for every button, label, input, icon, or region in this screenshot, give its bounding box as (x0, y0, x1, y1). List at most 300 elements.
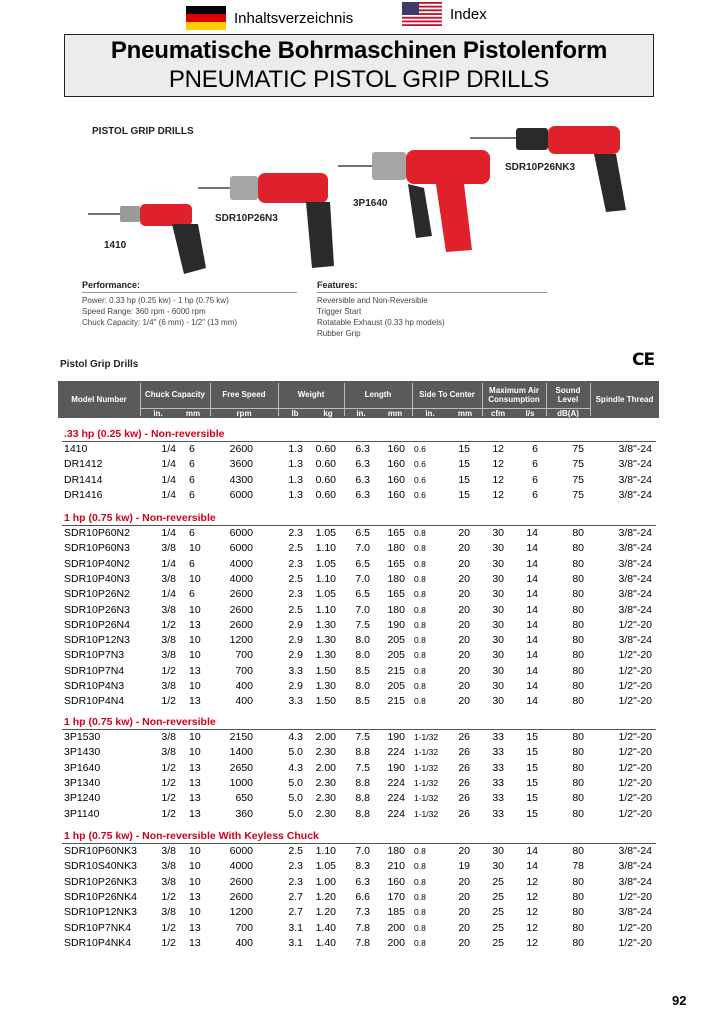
table-cell: 15 (458, 473, 470, 486)
table-cell: 80 (572, 921, 584, 934)
model-number-cell: SDR10P7N3 (64, 649, 125, 662)
table-cell: 2.9 (288, 618, 303, 631)
table-cell: 26 (458, 776, 470, 789)
table-cell: 33 (492, 731, 504, 743)
table-cell: 700 (235, 664, 253, 677)
table-cell: 6 (189, 527, 195, 539)
table-cell: 13 (189, 695, 201, 708)
table-cell: 80 (572, 807, 584, 820)
toc-link-label[interactable]: Inhaltsverzeichnis (234, 9, 354, 27)
model-number-cell: SDR10P26NK4 (64, 890, 137, 903)
table-cell: 1-1/32 (414, 793, 439, 804)
table-cell: 1.3 (288, 473, 303, 486)
header-weight: Weight (297, 390, 325, 399)
table-cell: 2.9 (288, 634, 303, 647)
table-cell: 14 (526, 618, 538, 631)
table-cell: 33 (492, 792, 504, 805)
table-cell: 80 (572, 761, 584, 774)
table-cell: 1/4 (161, 588, 176, 601)
table-cell: 8.5 (355, 664, 370, 677)
model-number-cell: 3P1430 (64, 746, 101, 759)
table-cell: 205 (387, 634, 405, 647)
table-cell: 26 (458, 761, 470, 774)
table-cell: 14 (526, 680, 538, 692)
table-cell: 190 (387, 731, 405, 743)
table-cell: 10 (189, 680, 201, 692)
table-cell: 1/2"-20 (618, 695, 652, 708)
model-number-cell: SDR10P26N3 (64, 603, 130, 616)
table-cell: 2.5 (288, 542, 303, 555)
table-cell: 10 (189, 860, 201, 873)
table-cell: 30 (492, 588, 504, 601)
table-cell: 700 (235, 921, 253, 934)
table-cell: 6 (189, 458, 195, 471)
table-cell: 6.3 (355, 488, 370, 501)
table-cell: 1/2"-20 (618, 921, 652, 934)
table-row (0, 922, 724, 937)
table-cell: 1/2"-20 (618, 776, 652, 789)
table-cell: 15 (526, 792, 538, 805)
table-cell: 80 (572, 572, 584, 585)
table-cell: 3/8"-24 (618, 473, 652, 486)
table-cell: 4.3 (288, 761, 303, 774)
table-cell: 3.1 (288, 921, 303, 934)
header-divider (344, 383, 345, 416)
table-cell: 2.5 (288, 603, 303, 616)
table-cell: 2.3 (288, 860, 303, 873)
table-cell: 80 (572, 906, 584, 919)
table-row (0, 860, 724, 875)
table-cell: 0.8 (414, 528, 426, 538)
table-cell: 2.5 (288, 845, 303, 857)
table-cell: 1.20 (315, 890, 336, 903)
table-cell: 0.60 (315, 473, 336, 486)
table-cell: 6000 (229, 488, 253, 501)
header-divider (412, 383, 413, 416)
table-cell: 180 (387, 572, 405, 585)
table-cell: 2.5 (288, 572, 303, 585)
table-cell: 2.00 (315, 761, 336, 774)
table-cell: 80 (572, 746, 584, 759)
table-cell: 210 (387, 860, 405, 873)
table-cell: 12 (492, 443, 504, 455)
table-cell: 224 (387, 746, 405, 759)
header-length: Length (364, 390, 392, 399)
table-cell: 80 (572, 542, 584, 555)
table-cell: 80 (572, 890, 584, 903)
table-cell: 3.1 (288, 936, 303, 949)
table-row (0, 588, 724, 603)
table-cell: 1-1/32 (414, 762, 439, 773)
table-cell: 185 (387, 906, 405, 919)
table-cell: 30 (492, 618, 504, 631)
table-cell: 30 (492, 680, 504, 692)
table-cell: 0.6 (414, 444, 426, 454)
section-divider (62, 441, 656, 442)
table-cell: 1/2 (161, 936, 176, 949)
table-cell: 6.6 (355, 890, 370, 903)
table-cell: 4000 (229, 557, 253, 570)
table-cell: 80 (572, 731, 584, 743)
page-title-english: PNEUMATIC PISTOL GRIP DRILLS (168, 66, 550, 93)
table-cell: 1-1/32 (414, 747, 439, 758)
table-cell: 80 (572, 527, 584, 539)
table-cell: 6 (532, 473, 538, 486)
table-cell: 3/8"-24 (618, 875, 652, 888)
section-title: 1 hp (0.75 kw) - Non-reversible With Keyless Chuck (64, 830, 319, 842)
header-sub: mm (457, 409, 473, 418)
table-header (58, 381, 659, 418)
header-sound: Sound Level (555, 385, 581, 404)
table-cell: 3/8 (161, 603, 176, 616)
table-cell: 3/8 (161, 875, 176, 888)
table-cell: 1/2"-20 (618, 649, 652, 662)
table-cell: 12 (526, 890, 538, 903)
table-cell: 3/8"-24 (618, 488, 652, 501)
table-cell: 80 (572, 792, 584, 805)
table-cell: 1.3 (288, 443, 303, 455)
table-cell: 33 (492, 746, 504, 759)
header-sub: mm (185, 409, 201, 418)
table-cell: 7.0 (355, 603, 370, 616)
table-cell: 1.20 (315, 906, 336, 919)
table-cell: 190 (387, 618, 405, 631)
table-row (0, 474, 724, 489)
table-cell: 80 (572, 776, 584, 789)
table-cell: 0.60 (315, 488, 336, 501)
table-cell: 15 (526, 776, 538, 789)
table-cell: 20 (458, 695, 470, 708)
table-cell: 6 (532, 458, 538, 471)
table-cell: 13 (189, 936, 201, 949)
table-cell: 30 (492, 860, 504, 873)
us-flag-icon (402, 2, 442, 26)
table-cell: 1.40 (315, 936, 336, 949)
table-cell: 0.8 (414, 891, 426, 902)
table-cell: 6 (189, 488, 195, 501)
model-number-cell: DR1412 (64, 458, 103, 471)
photo-label-sdr10p26nk3: SDR10P26NK3 (505, 162, 576, 173)
table-cell: 0.8 (414, 573, 426, 584)
table-cell: 1.00 (315, 875, 336, 888)
table-cell: 13 (189, 618, 201, 631)
table-cell: 15 (458, 443, 470, 455)
table-cell: 1/2"-20 (618, 664, 652, 677)
table-cell: 1/2"-20 (618, 618, 652, 631)
table-cell: 15 (458, 488, 470, 501)
model-number-cell: SDR10P60N2 (64, 527, 130, 539)
table-cell: 30 (492, 649, 504, 662)
table-cell: 2650 (229, 761, 253, 774)
table-cell: 2.30 (315, 792, 336, 805)
features-line: Trigger Start (317, 307, 362, 316)
table-cell: 13 (189, 921, 201, 934)
table-cell: 180 (387, 603, 405, 616)
table-row (0, 891, 724, 906)
table-row (0, 792, 724, 807)
table-row (0, 649, 724, 664)
table-cell: 1200 (229, 634, 253, 647)
table-cell: 12 (492, 458, 504, 471)
table-cell: 15 (526, 731, 538, 743)
table-cell: 7.0 (355, 845, 370, 857)
table-cell: 12 (526, 936, 538, 949)
header-divider (140, 408, 590, 409)
table-cell: 3/8 (161, 906, 176, 919)
table-cell: 0.8 (414, 922, 426, 933)
table-cell: 13 (189, 776, 201, 789)
index-link-label[interactable]: Index (450, 5, 487, 23)
table-cell: 3/8"-24 (618, 906, 652, 919)
table-cell: 1/4 (161, 443, 176, 455)
index-link[interactable] (402, 2, 487, 26)
table-cell: 0.8 (414, 635, 426, 646)
table-cell: 8.0 (355, 649, 370, 662)
table-cell: 0.8 (414, 665, 426, 676)
toc-link[interactable] (186, 6, 353, 30)
table-cell: 1.30 (315, 649, 336, 662)
table-cell: 4000 (229, 860, 253, 873)
drill-1410-image (88, 204, 206, 274)
performance-heading: Performance: (82, 280, 297, 293)
model-number-cell: 3P1140 (64, 807, 100, 820)
table-cell: 1.10 (315, 845, 336, 857)
table-cell: 360 (235, 807, 253, 820)
model-number-cell: 3P1640 (64, 761, 101, 774)
table-cell: 8.8 (355, 776, 370, 789)
table-cell: 6 (532, 443, 538, 455)
table-row (0, 731, 724, 746)
table-cell: 3.3 (288, 695, 303, 708)
table-cell: 1/2 (161, 792, 176, 805)
table-cell: 2600 (229, 603, 253, 616)
table-cell: 400 (235, 680, 253, 692)
table-cell: 1/2 (161, 695, 176, 708)
table-cell: 3600 (229, 458, 253, 471)
table-cell: 2.7 (288, 890, 303, 903)
table-cell: 160 (387, 473, 405, 486)
table-cell: 7.8 (355, 921, 370, 934)
table-cell: 3/8"-24 (618, 542, 652, 555)
table-cell: 1/2 (161, 761, 176, 774)
features-line: Reversible and Non-Reversible (317, 296, 428, 305)
page-title-box (64, 34, 654, 97)
features-block (317, 280, 547, 339)
table-cell: 25 (492, 890, 504, 903)
table-row (0, 604, 724, 619)
table-cell: 8.0 (355, 634, 370, 647)
table-cell: 0.60 (315, 458, 336, 471)
table-cell: 3/8 (161, 542, 176, 555)
table-cell: 20 (458, 921, 470, 934)
table-cell: 26 (458, 792, 470, 805)
table-cell: 1.50 (315, 664, 336, 677)
table-cell: 3/8 (161, 731, 176, 743)
table-cell: 4000 (229, 572, 253, 585)
table-cell: 14 (526, 557, 538, 570)
table-cell: 3/8 (161, 845, 176, 857)
table-cell: 13 (189, 890, 201, 903)
table-cell: 15 (526, 746, 538, 759)
header-side-to-center: Side To Center (419, 390, 475, 399)
table-cell: 2.3 (288, 557, 303, 570)
table-row (0, 619, 724, 634)
table-cell: 3/8"-24 (618, 458, 652, 471)
table-cell: 30 (492, 664, 504, 677)
table-cell: 0.8 (414, 619, 426, 630)
table-cell: 0.8 (414, 604, 426, 615)
table-row (0, 558, 724, 573)
table-row (0, 906, 724, 921)
table-cell: 160 (387, 488, 405, 501)
table-cell: 20 (458, 906, 470, 919)
table-cell: 14 (526, 572, 538, 585)
section-title: 1 hp (0.75 kw) - Non-reversible (64, 512, 216, 524)
performance-block (82, 280, 297, 328)
page-title-german: Pneumatische Bohrmaschinen Pistolenform (110, 37, 608, 64)
table-cell: 7.0 (355, 542, 370, 555)
header-sub: lb (291, 409, 299, 418)
table-cell: 3/8"-24 (618, 634, 652, 647)
table-cell: 400 (235, 936, 253, 949)
photo-label-3p1640: 3P1640 (353, 198, 388, 209)
table-cell: 25 (492, 875, 504, 888)
section-divider (62, 843, 656, 844)
table-cell: 165 (387, 557, 405, 570)
table-cell: 6.5 (355, 527, 370, 539)
model-number-cell: SDR10P26N2 (64, 588, 130, 601)
table-cell: 0.8 (414, 650, 426, 661)
table-cell: 1.30 (315, 680, 336, 692)
model-number-cell: SDR10P12NK3 (64, 906, 137, 919)
table-row (0, 876, 724, 891)
model-number-cell: 3P1340 (64, 776, 101, 789)
header-divider (278, 383, 279, 416)
table-cell: 20 (458, 634, 470, 647)
table-cell: 19 (458, 860, 470, 873)
table-cell: 1/2"-20 (618, 746, 652, 759)
table-cell: 160 (387, 875, 405, 888)
table-cell: 1.10 (315, 572, 336, 585)
model-number-cell: SDR10P7N4 (64, 664, 125, 677)
table-cell: 80 (572, 936, 584, 949)
model-number-cell: SDR10P26NK3 (64, 875, 137, 888)
table-cell: 20 (458, 572, 470, 585)
table-cell: 1/2"-20 (618, 890, 652, 903)
table-row (0, 458, 724, 473)
table-cell: 205 (387, 649, 405, 662)
table-cell: 1/4 (161, 527, 176, 539)
table-cell: 1/2 (161, 807, 176, 820)
table-cell: 4.3 (288, 731, 303, 743)
table-cell: 1400 (229, 746, 253, 759)
table-cell: 0.8 (414, 589, 426, 600)
table-row (0, 680, 724, 695)
table-cell: 3/8"-24 (618, 557, 652, 570)
table-cell: 0.8 (414, 558, 426, 569)
table-row (0, 527, 724, 542)
header-sub: dB(A) (557, 409, 579, 418)
table-cell: 1/4 (161, 557, 176, 570)
table-cell: 3/8"-24 (618, 572, 652, 585)
table-row (0, 665, 724, 680)
table-cell: 0.8 (414, 543, 426, 554)
table-cell: 15 (458, 458, 470, 471)
section-title: .33 hp (0.25 kw) - Non-reversible (64, 428, 225, 440)
table-cell: 14 (526, 695, 538, 708)
section-title: 1 hp (0.75 kw) - Non-reversible (64, 716, 216, 728)
table-cell: 2.7 (288, 906, 303, 919)
table-cell: 1/4 (161, 488, 176, 501)
table-cell: 10 (189, 731, 201, 743)
table-cell: 20 (458, 527, 470, 539)
table-cell: 10 (189, 746, 201, 759)
table-cell: 1/2 (161, 890, 176, 903)
header-divider (140, 383, 141, 416)
table-cell: 2600 (229, 618, 253, 631)
table-cell: 3/8 (161, 649, 176, 662)
table-cell: 6 (189, 557, 195, 570)
model-number-cell: SDR10P26N4 (64, 618, 130, 631)
table-cell: 80 (572, 664, 584, 677)
table-cell: 20 (458, 557, 470, 570)
table-cell: 1/2 (161, 664, 176, 677)
table-cell: 20 (458, 649, 470, 662)
table-cell: 20 (458, 618, 470, 631)
table-cell: 80 (572, 588, 584, 601)
table-cell: 30 (492, 603, 504, 616)
table-cell: 80 (572, 618, 584, 631)
table-cell: 1/2"-20 (618, 792, 652, 805)
table-cell: 30 (492, 527, 504, 539)
table-cell: 13 (189, 792, 201, 805)
table-row (0, 573, 724, 588)
table-cell: 80 (572, 649, 584, 662)
table-cell: 14 (526, 603, 538, 616)
table-cell: 2150 (229, 731, 253, 743)
table-cell: 224 (387, 807, 405, 820)
performance-line: Chuck Capacity: 1/4" (6 mm) - 1/2" (13 mm) (82, 318, 238, 327)
table-cell: 0.8 (414, 907, 426, 918)
photo-label-sdr10p26n3: SDR10P26N3 (215, 213, 278, 224)
german-flag-icon (186, 6, 226, 30)
table-cell: 6.5 (355, 588, 370, 601)
model-number-cell: SDR10P40N3 (64, 572, 130, 585)
table-cell: 75 (572, 458, 584, 471)
header-chuck: Chuck Capacity (144, 390, 206, 399)
header-sub: cfm (490, 409, 506, 418)
table-cell: 6 (189, 443, 195, 455)
table-cell: 5.0 (288, 807, 303, 820)
table-cell: 6.3 (355, 875, 370, 888)
table-cell: 0.6 (414, 474, 426, 485)
photo-label-1410: 1410 (104, 240, 127, 251)
model-number-cell: 1410 (64, 443, 88, 455)
table-cell: 8.0 (355, 680, 370, 692)
table-row (0, 808, 724, 823)
table-cell: 6 (189, 473, 195, 486)
photo-heading: PISTOL GRIP DRILLS (92, 126, 194, 137)
table-cell: 6 (189, 588, 195, 601)
features-line: Rotatable Exhaust (0.33 hp models) (317, 318, 445, 327)
table-cell: 7.5 (355, 761, 370, 774)
table-cell: 7.3 (355, 906, 370, 919)
table-cell: 6.3 (355, 443, 370, 455)
table-cell: 12 (492, 488, 504, 501)
table-cell: 3.3 (288, 664, 303, 677)
table-cell: 30 (492, 557, 504, 570)
table-cell: 650 (235, 792, 253, 805)
